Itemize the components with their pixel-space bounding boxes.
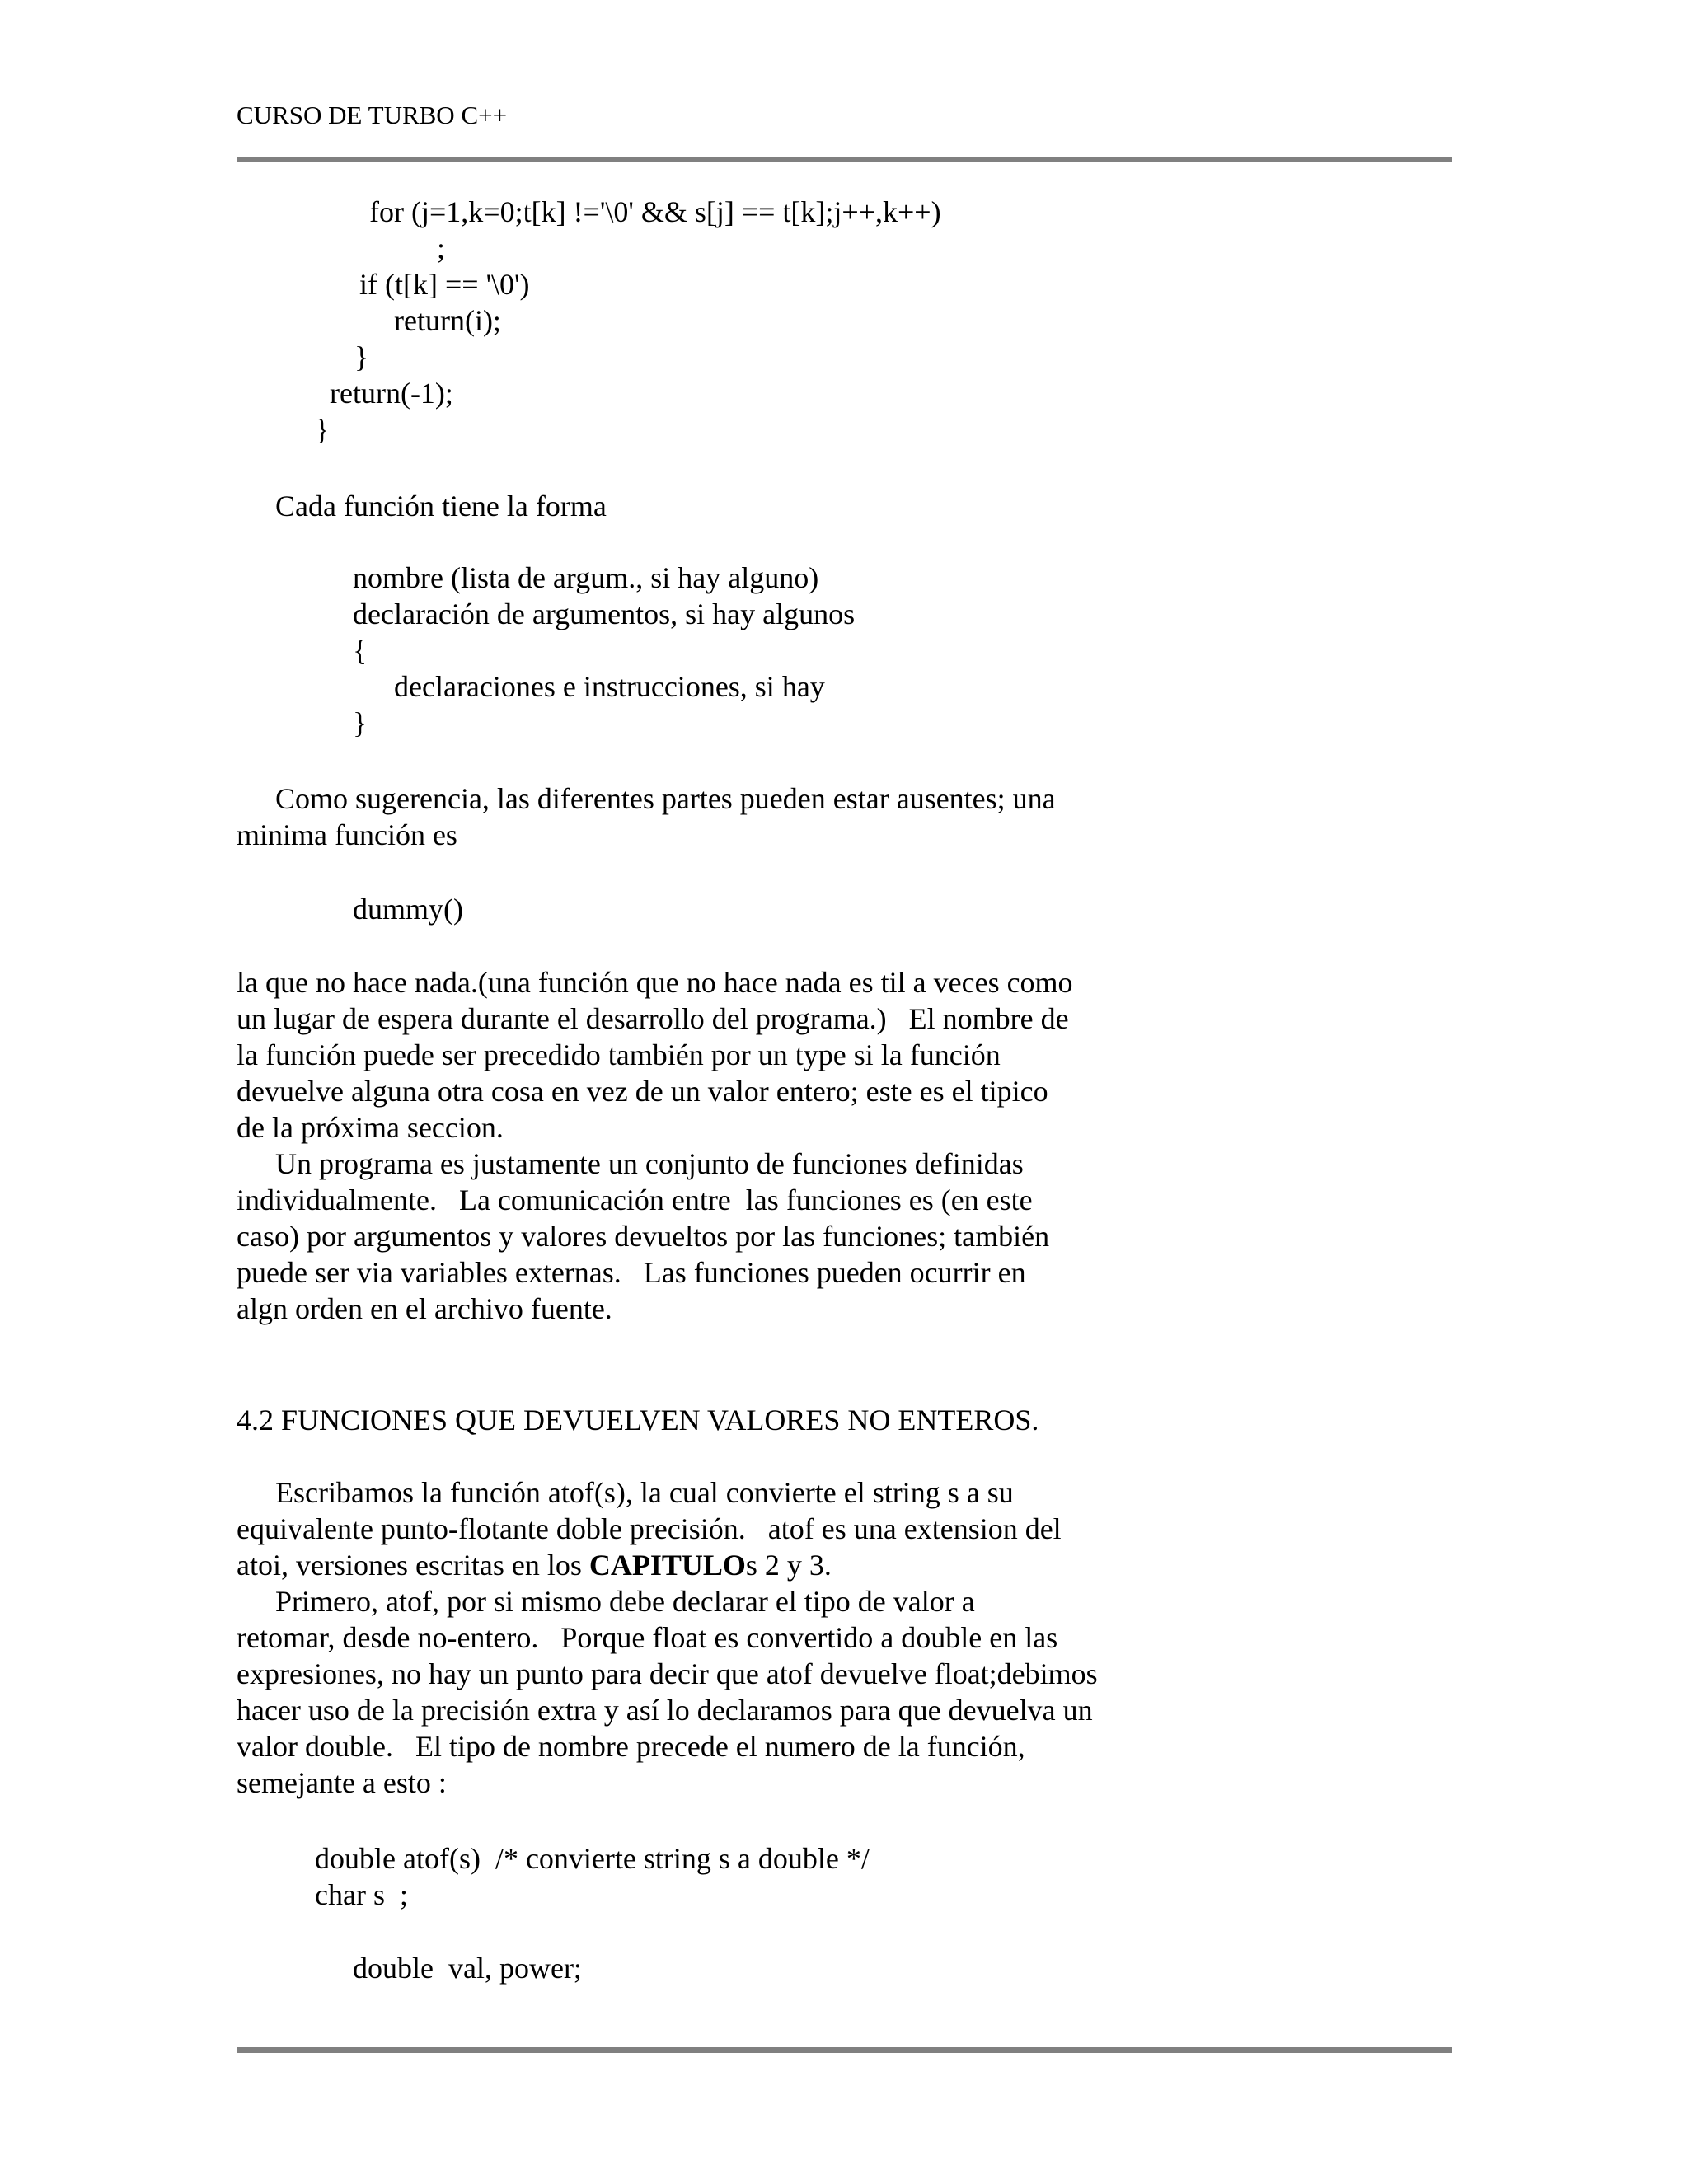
code-line: return(-1); bbox=[330, 377, 453, 410]
code-line: } bbox=[353, 706, 368, 739]
paragraph-line: expresiones, no hay un punto para decir que atof devuelve float;debimos bbox=[237, 1657, 1098, 1690]
text-run: atoi, versiones escritas en los bbox=[237, 1549, 589, 1582]
code-line: declaraciones e instrucciones, si hay bbox=[394, 670, 825, 703]
page-header: CURSO DE TURBO C++ bbox=[237, 101, 508, 129]
paragraph-line: individualmente. La comunicación entre las funciones es (en este bbox=[237, 1183, 1033, 1216]
code-line: declaración de argumentos, si hay algunos bbox=[353, 598, 856, 630]
code-line: dummy() bbox=[353, 893, 463, 926]
paragraph-line: la que no hace nada.(una función que no hace nada es til a veces como bbox=[237, 966, 1073, 999]
paragraph-line: caso) por argumentos y valores devueltos por las funciones; también bbox=[237, 1220, 1050, 1253]
code-line: if (t[k] == '\0') bbox=[359, 268, 530, 301]
paragraph-line: de la próxima seccion. bbox=[237, 1111, 504, 1144]
code-line: nombre (lista de argum., si hay alguno) bbox=[353, 561, 819, 594]
paragraph-line: Como sugerencia, las diferentes partes pueden estar ausentes; una bbox=[275, 782, 1056, 815]
paragraph-line: valor double. El tipo de nombre precede el numero de la función, bbox=[237, 1730, 1025, 1763]
code-line: } bbox=[354, 340, 369, 373]
paragraph-line: Escribamos la función atof(s), la cual convierte el string s a su bbox=[275, 1476, 1014, 1509]
paragraph-line: retomar, desde no-entero. Porque float es convertido a double en las bbox=[237, 1621, 1058, 1654]
code-line: ; bbox=[437, 232, 446, 265]
paragraph-line: Cada función tiene la forma bbox=[275, 490, 607, 523]
paragraph-line: algn orden en el archivo fuente. bbox=[237, 1292, 612, 1325]
paragraph-line: minima función es bbox=[237, 818, 457, 851]
footer-rule bbox=[237, 2047, 1452, 2053]
paragraph-line: semejante a esto : bbox=[237, 1766, 447, 1799]
paragraph-line: devuelve alguna otra cosa en vez de un valor entero; este es el tipico bbox=[237, 1075, 1048, 1108]
code-line: } bbox=[315, 413, 330, 446]
bold-term: CAPITULO bbox=[588, 1549, 746, 1582]
code-line: return(i); bbox=[394, 304, 501, 337]
code-line: { bbox=[353, 634, 368, 667]
paragraph-line: la función puede ser precedido también por un type si la función bbox=[237, 1038, 1001, 1071]
paragraph-line: Primero, atof, por si mismo debe declarar el tipo de valor a bbox=[275, 1585, 975, 1618]
paragraph-line: un lugar de espera durante el desarrollo del programa.) El nombre de bbox=[237, 1002, 1069, 1035]
paragraph-line: hacer uso de la precisión extra y así lo declaramos para que devuelva un bbox=[237, 1694, 1093, 1727]
paragraph-line: Un programa es justamente un conjunto de funciones definidas bbox=[275, 1147, 1024, 1180]
code-line: double atof(s) /* convierte string s a double */ bbox=[315, 1842, 870, 1875]
code-line: char s ; bbox=[315, 1878, 408, 1911]
paragraph-line: puede ser via variables externas. Las funciones pueden ocurrir en bbox=[237, 1256, 1026, 1289]
code-line: for (j=1,k=0;t[k] !='\0' && s[j] == t[k];j++,k++) bbox=[369, 195, 941, 228]
text-run: s 2 y 3. bbox=[745, 1549, 832, 1582]
header-rule bbox=[237, 157, 1452, 162]
section-heading: 4.2 FUNCIONES QUE DEVUELVEN VALORES NO ENTEROS. bbox=[237, 1404, 1039, 1436]
code-line: double val, power; bbox=[353, 1952, 582, 1985]
paragraph-line bbox=[237, 1547, 832, 1583]
paragraph-line: equivalente punto-flotante doble precisión. atof es una extension del bbox=[237, 1512, 1062, 1545]
